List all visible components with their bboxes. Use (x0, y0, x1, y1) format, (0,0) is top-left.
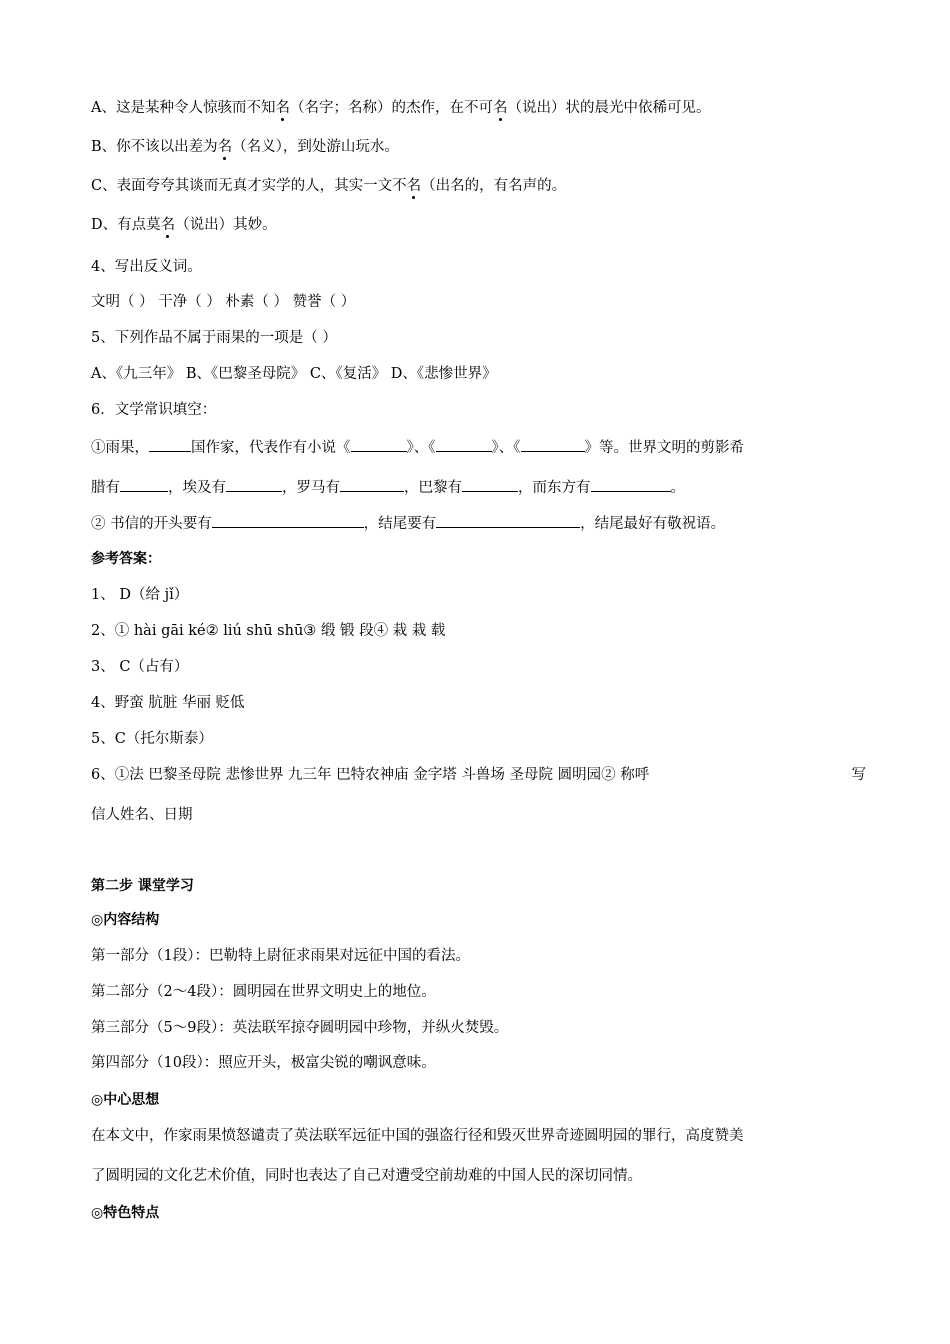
q6-text: 》、《 (406, 440, 436, 456)
blank-field (521, 437, 585, 452)
dotted-char: 名 (492, 100, 508, 116)
theme-heading: ◎中心思想 (91, 1092, 160, 1108)
question-4-items: 文明（ ） 干净（ ） 朴素（ ） 赞誉（ ） (91, 294, 356, 310)
q6-text: 》等。世界文明的剪影希 (584, 440, 744, 456)
q6-text: 腊有 (91, 480, 120, 496)
question-5-options: A、《九三年》 B、《巴黎圣母院》 C、《复活》 D、《悲惨世界》 (91, 366, 497, 382)
answer-6-line-2: 信人姓名、日期 (91, 807, 193, 823)
answer-6-text: 写 (851, 767, 866, 783)
dotted-char: 名 (406, 178, 422, 194)
answer-6-line-1 (91, 765, 866, 785)
theme-line-1: 在本文中，作家雨果愤怒谴责了英法联军远征中国的强盗行径和毁灭世界奇迹圆明园的罪行，高度赞美 (91, 1128, 744, 1144)
option-b (91, 137, 399, 157)
theme-line-2: 了圆明园的文化艺术价值，同时也表达了自己对遭受空前劫难的中国人民的深切同情。 (91, 1168, 642, 1184)
answer-2: 2、① hài gāi ké② liú shū shū③ 缎 锻 段④ 栽 栽 载 (91, 623, 446, 639)
option-c (91, 176, 566, 196)
features-heading: ◎特色特点 (91, 1205, 160, 1221)
option-d-text: （说出）其妙。 (175, 217, 277, 233)
answer-3: 3、 C（占有） (91, 659, 189, 675)
option-b-text: B、你不该以出差为 (91, 139, 218, 155)
section-heading: 第二步 课堂学习 (91, 878, 194, 894)
q6-text: ，埃及有 (168, 480, 226, 496)
q6-text: 》、《 (491, 440, 521, 456)
question-6-line-2 (91, 477, 685, 498)
option-a-text: A、这是某种令人惊骇而不知 (91, 100, 276, 116)
blank-field (212, 513, 364, 528)
q6-text: ，结尾要有 (363, 516, 437, 532)
blank-field (149, 437, 191, 452)
question-4-title: 4、写出反义词。 (91, 259, 202, 275)
q6-text: ，罗马有 (282, 480, 340, 496)
structure-part-2: 第二部分（2～4段）：圆明园在世界文明史上的地位。 (91, 984, 436, 1000)
q6-text: ② 书信的开头要有 (91, 516, 212, 532)
answer-1: 1、 D（给 jǐ） (91, 587, 189, 603)
blank-field (462, 477, 518, 492)
blank-field (120, 477, 168, 492)
structure-heading: ◎内容结构 (91, 912, 160, 928)
answer-4: 4、野蛮 肮脏 华丽 贬低 (91, 695, 245, 711)
option-d (91, 215, 277, 235)
blank-field (226, 477, 282, 492)
option-a (91, 98, 710, 118)
option-c-text: （出名的，有名声的。 (421, 178, 567, 194)
q6-text: ①雨果， (91, 440, 149, 456)
question-6-title: 6．文学常识填空： (91, 402, 217, 418)
q6-text: ，而东方有 (518, 480, 591, 496)
option-b-text: （名义），到处游山玩水。 (232, 139, 399, 155)
q6-text: ，巴黎有 (404, 480, 462, 496)
q6-text: 国作家，代表作有小说《 (191, 440, 351, 456)
option-d-text: D、有点莫 (91, 217, 161, 233)
blank-field (351, 437, 407, 452)
structure-part-4: 第四部分（10段）：照应开头，极富尖锐的嘲讽意味。 (91, 1055, 436, 1071)
blank-field (436, 437, 492, 452)
answer-5: 5、C（托尔斯泰） (91, 731, 213, 747)
option-a-text: （说出）状的晨光中依稀可见。 (507, 100, 711, 116)
question-6-line-3 (91, 513, 725, 534)
structure-part-1: 第一部分（1段）：巴勒特上尉征求雨果对远征中国的看法。 (91, 948, 470, 964)
option-c-text: C、表面夸夸其谈而无真才实学的人，其实一文不 (91, 178, 407, 194)
dotted-char: 名 (275, 100, 290, 116)
dotted-char: 名 (217, 139, 233, 155)
dotted-char: 名 (160, 217, 176, 233)
q6-text: 。 (670, 480, 685, 496)
structure-part-3: 第三部分（5～9段）：英法联军掠夺圆明园中珍物，并纵火焚毁。 (91, 1020, 509, 1036)
blank-field (340, 477, 404, 492)
question-6-line-1 (91, 437, 744, 458)
question-5-title: 5、下列作品不属于雨果的一项是（ ） (91, 330, 337, 346)
blank-field (436, 513, 580, 528)
blank-field (591, 477, 671, 492)
q6-text: ，结尾最好有敬祝语。 (580, 516, 726, 532)
answer-6-text: 6、①法 巴黎圣母院 悲惨世界 九三年 巴特农神庙 金字塔 斗兽场 圣母院 圆明园② 称呼 (91, 767, 650, 783)
option-a-text: （名字；名称）的杰作，在不可 (289, 100, 493, 116)
answers-heading: 参考答案： (91, 551, 161, 567)
